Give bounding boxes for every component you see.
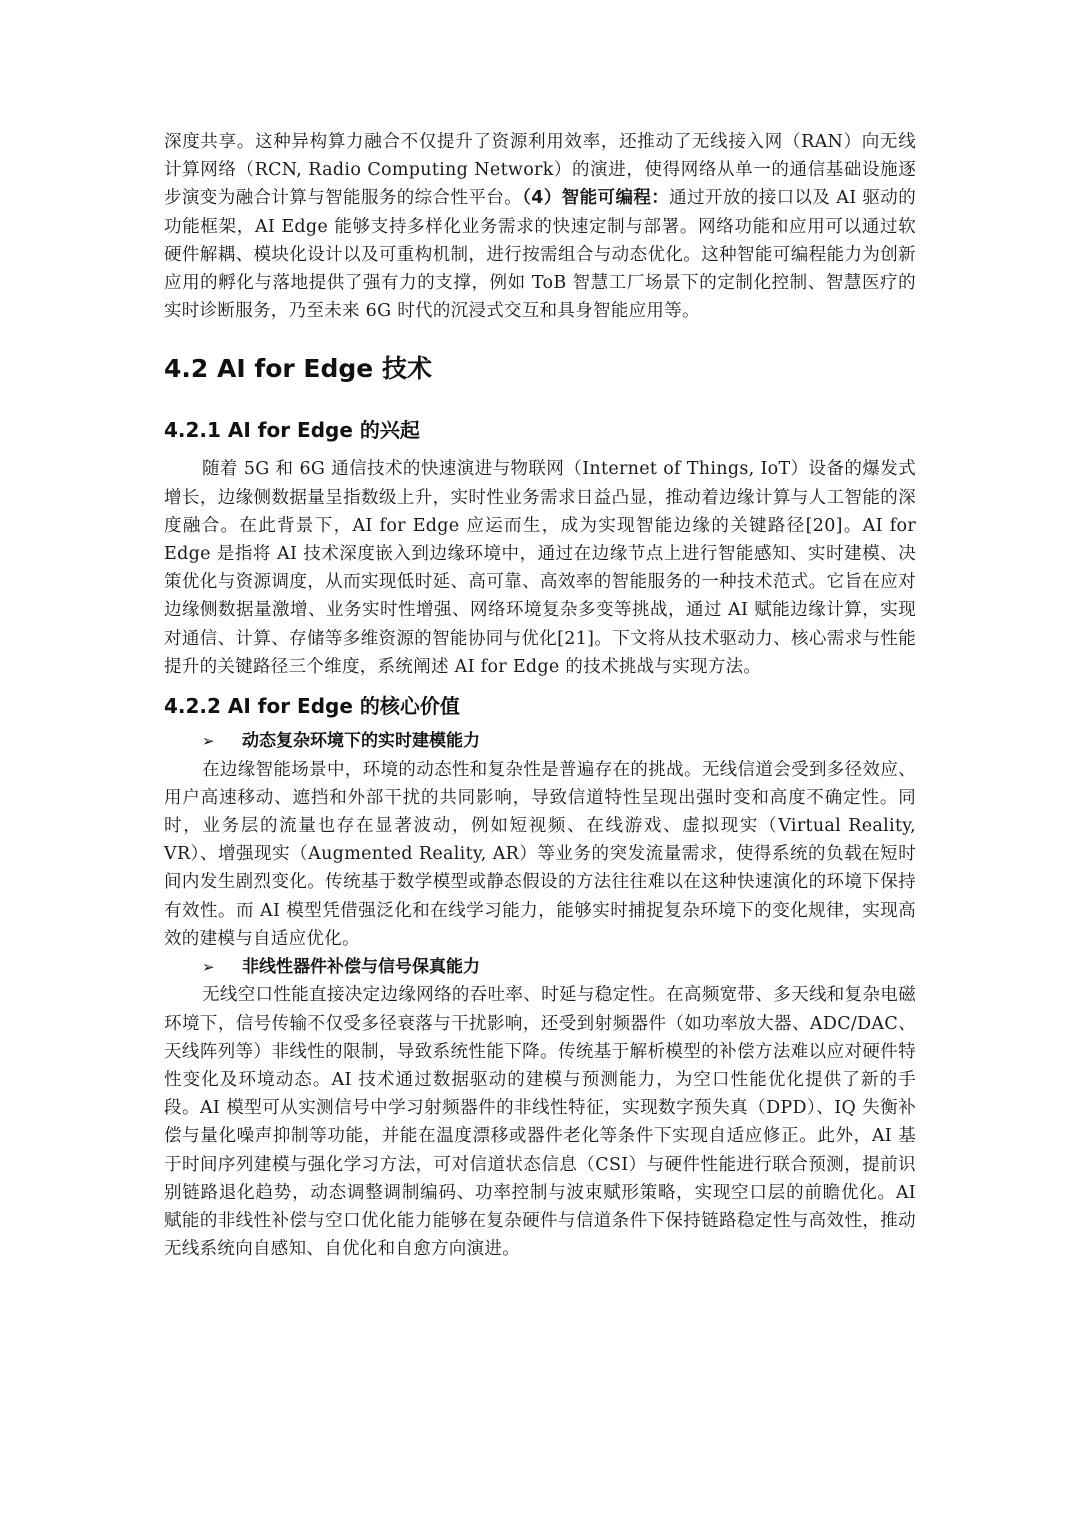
bullet-heading-text: 非线性器件补偿与信号保真能力 (242, 956, 480, 977)
arrow-bullet-icon: ➢ (202, 732, 215, 751)
section-4-2-1-paragraph: 随着 5G 和 6G 通信技术的快速演进与物联网（Internet of Things, IoT）设备的爆发式增长，边缘侧数据量呈指数级上升，实时性业务需求日益凸显，推动着边缘计算与人工智能的深度融合。在此背景下，AI for Edge 应运而生，成为实现智能边缘的关键路径[20]。AI for Edge 是指将 AI 技术深度嵌入到边缘环境中，通过在边缘节点上进行智能感知、实时建模、决策优化与资源调度，从而实现低时延、高可靠、高效率的智能服务的一种技术范式。它旨在应对边缘侧数据量激增、业务实时性增强、网络环境复杂多变等挑战，通过 AI 赋能边缘计算，实现对通信、计算、存储等多维资源的智能协同与优化[21]。下文将从技术驱动力、核心需求与性能提升的关键路径三个维度，系统阐述 AI for Edge 的技术挑战与实现方法。 (164, 459, 916, 677)
section-heading-4-2-1: 4.2.1 AI for Edge 的兴起 (164, 418, 420, 443)
bullet-heading-text: 动态复杂环境下的实时建模能力 (242, 731, 480, 752)
realtime-modeling-paragraph: 在边缘智能场景中，环境的动态性和复杂性是普遍存在的挑战。无线信道会受到多径效应、用户高速移动、遮挡和外部干扰的共同影响，导致信道特性呈现出强时变和高度不确定性。同时，业务层的流量也存在显著波动，例如短视频、在线游戏、虚拟现实（Virtual Reality, VR）、增强现实（Augmented Reality, AR）等业务的突发流量需求，使得系统的负载在短时间内发生剧烈变化。传统基于数学模型或静态假设的方法往往难以在这种快速演化的环境下保持有效性。而 AI 模型凭借强泛化和在线学习能力，能够实时捕捉复杂环境下的变化规律，实现高效的建模与自适应优化。 (164, 759, 916, 949)
intro-text-part2: 通过开放的接口以及 AI 驱动的功能框架，AI Edge 能够支持多样化业务需求的快速定制与部署。网络功能和应用可以通过软硬件解耦、模块化设计以及可重构机制，进行按需组合与动态优化。这种智能可编程能力为创新应用的孵化与落地提供了强有力的支撑，例如 ToB 智慧工厂场景下的定制化控制、智慧医疗的实时诊断服务，乃至未来 6G 时代的沉浸式交互和具身智能应用等。 (164, 188, 917, 322)
intro-keyword: （4）智能可编程： (522, 188, 670, 209)
bullet-heading-nonlinear-compensation (164, 953, 916, 982)
intro-paragraph (164, 128, 916, 325)
bullet-heading-realtime-modeling (164, 727, 916, 756)
nonlinear-compensation-paragraph: 无线空口性能直接决定边缘网络的吞吐率、时延与稳定性。在高频宽带、多天线和复杂电磁环境下，信号传输不仅受多径衰落与干扰影响，还受到射频器件（如功率放大器、ADC/DAC、天线阵列等）非线性的限制，导致系统性能下降。传统基于解析模型的补偿方法难以应对硬件特性变化及环境动态。AI 技术通过数据驱动的建模与预测能力，为空口性能优化提供了新的手段。AI 模型可从实测信号中学习射频器件的非线性特征，实现数字预失真（DPD）、IQ 失衡补偿与量化噪声抑制等功能，并能在温度漂移或器件老化等条件下实现自适应修正。此外，AI 基于时间序列建模与强化学习方法，可对信道状态信息（CSI）与硬件性能进行联合预测，提前识别链路退化趋势，动态调整调制编码、功率控制与波束赋形策略，实现空口层的前瞻优化。AI 赋能的非线性补偿与空口优化能力能够在复杂硬件与信道条件下保持链路稳定性与高效性，推动无线系统向自感知、自优化和自愈方向演进。 (164, 985, 916, 1260)
section-heading-4-2-2: 4.2.2 AI for Edge 的核心价值 (164, 694, 460, 719)
page-content (164, 128, 916, 1264)
intro-text-part1: 深度共享。这种异构算力融合不仅提升了资源利用效率，还推动了无线接入网（RAN）向无线计算网络（RCN, Radio Computing Network）的演进，使得网络从单一的通信基础设施逐步演变为融合计算与智能服务的综合性平台。 (164, 132, 916, 209)
arrow-bullet-icon: ➢ (202, 957, 215, 976)
section-heading-4-2: 4.2 AI for Edge 技术 (164, 354, 432, 384)
